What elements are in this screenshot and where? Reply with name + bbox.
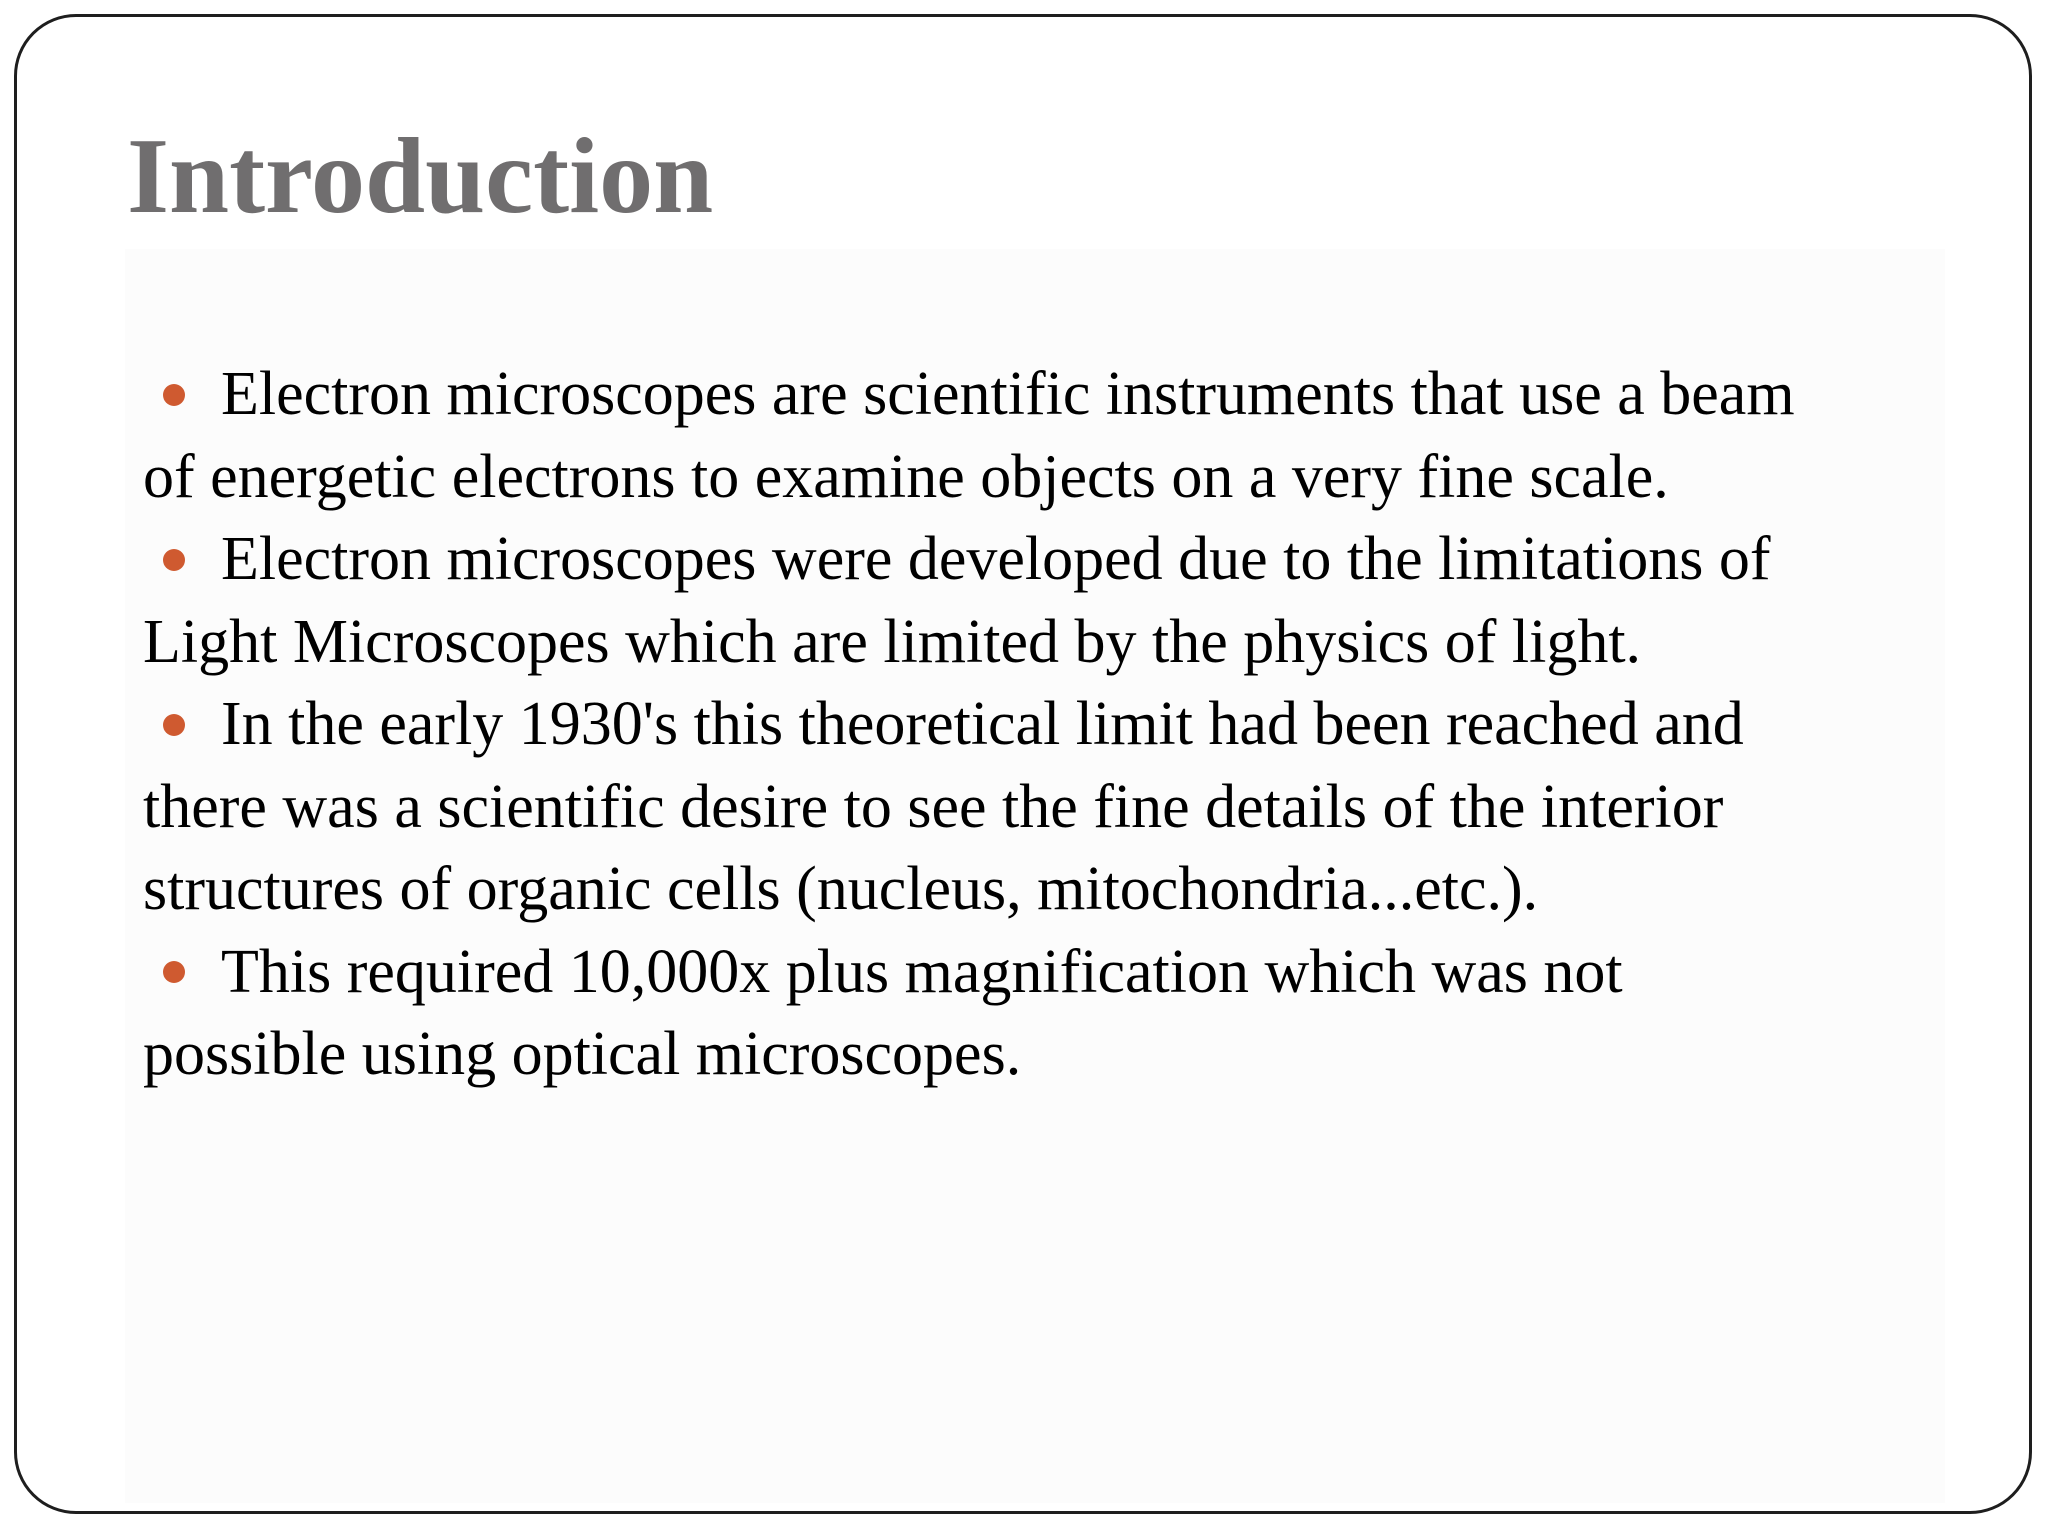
bullet-text: Electron microscopes are scientific instruments that use a beam of energetic electrons to examine objects on a very fine scale. — [143, 360, 1795, 511]
bullet-text: In the early 1930's this theoretical limit had been reached and there was a scientific desire to see the fine details of the interior structures of organic cells (nucleus, mitochondria...etc.). — [143, 690, 1744, 923]
bullet-dot-icon — [163, 961, 185, 983]
bullet-dot-icon — [163, 384, 185, 406]
bullet-item — [143, 683, 1813, 931]
slide-title: Introduction — [127, 117, 714, 236]
bullet-item — [143, 353, 1813, 518]
bullet-item — [143, 931, 1813, 1096]
bullet-text: Electron microscopes were developed due to the limitations of Light Microscopes which are limited by the physics of light. — [143, 525, 1771, 676]
bullet-dot-icon — [163, 549, 185, 571]
slide-frame — [14, 14, 2032, 1514]
bullet-list — [143, 353, 1813, 1096]
bullet-dot-icon — [163, 714, 185, 736]
bullet-item — [143, 518, 1813, 683]
bullet-text: This required 10,000x plus magnification which was not possible using optical microscopes. — [143, 937, 1623, 1088]
